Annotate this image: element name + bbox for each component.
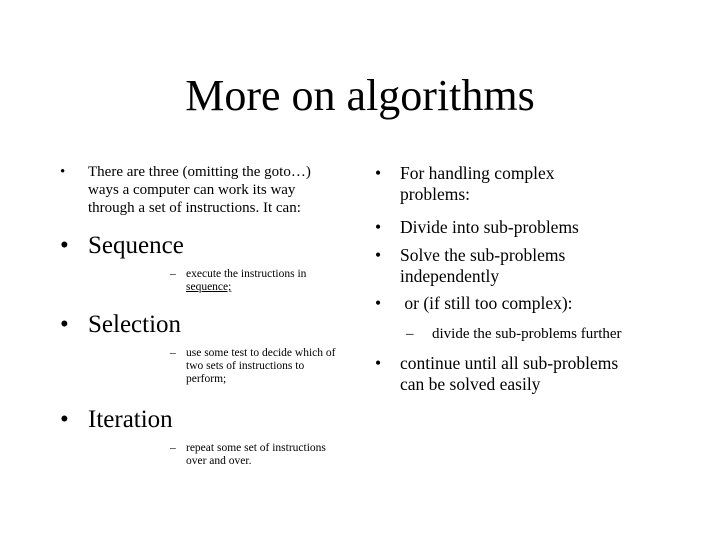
selection-detail: use some test to decide which of two sets of instructions to perform; bbox=[186, 347, 336, 385]
iteration-heading: Iteration bbox=[88, 406, 173, 433]
bullet-icon: • bbox=[60, 311, 69, 338]
sequence-heading: Sequence bbox=[88, 232, 184, 259]
right-item: For handling complex problems: bbox=[400, 163, 555, 204]
iteration-detail: repeat some set of instructions over and over. bbox=[186, 442, 326, 467]
dash-icon: – bbox=[170, 442, 176, 454]
dash-icon: – bbox=[170, 347, 176, 359]
dash-icon: – bbox=[406, 326, 414, 342]
selection-heading: Selection bbox=[88, 311, 182, 338]
right-item: or (if still too complex): bbox=[400, 293, 573, 313]
intro-text: There are three (omitting the goto…) ways a computer can work its way through a set of instructions. It can: bbox=[88, 164, 311, 216]
bullet-icon: • bbox=[375, 353, 382, 373]
bullet-icon: • bbox=[60, 164, 66, 180]
bullet-icon: • bbox=[60, 232, 69, 259]
right-item: Solve the sub-problems independently bbox=[400, 245, 566, 286]
right-subitem: divide the sub-problems further bbox=[432, 326, 622, 342]
bullet-icon: • bbox=[60, 406, 69, 433]
bullet-icon: • bbox=[375, 293, 382, 313]
right-item: continue until all sub-problems can be solved easily bbox=[400, 353, 619, 394]
bullet-icon: • bbox=[375, 245, 382, 265]
bullet-icon: • bbox=[375, 163, 382, 183]
page-title: More on algorithms bbox=[185, 71, 535, 120]
right-item: Divide into sub-problems bbox=[400, 217, 579, 237]
bullet-icon: • bbox=[375, 217, 382, 237]
dash-icon: – bbox=[170, 268, 176, 280]
sequence-detail: execute the instructions in sequence; bbox=[186, 268, 307, 293]
